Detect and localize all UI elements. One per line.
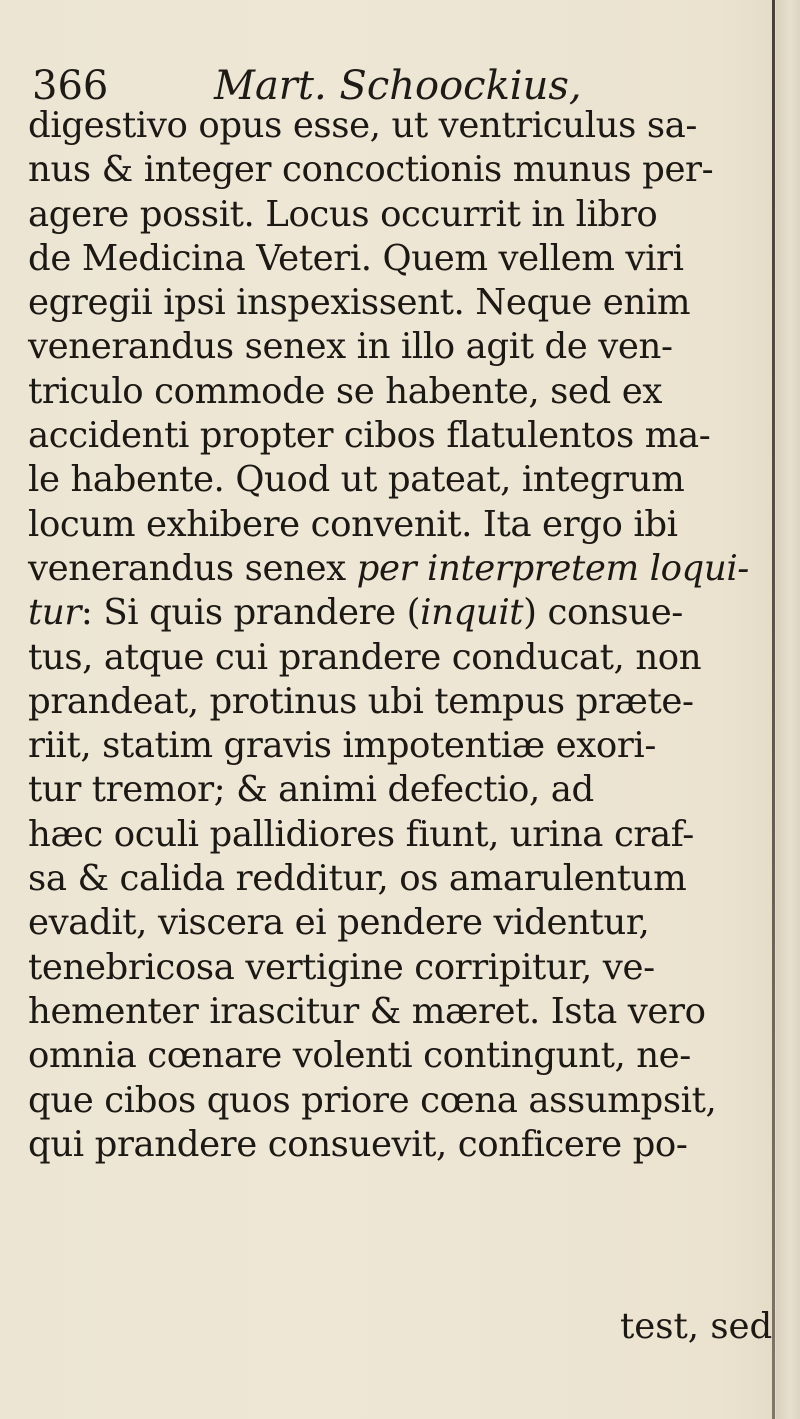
text-line [28,990,768,1034]
catchword: test, sed [620,1306,773,1347]
text-line [28,193,768,237]
gutter-shadow [776,0,800,1419]
italic-segment: tur [28,592,81,634]
text-segment: accidenti propter cibos flatulentos ma- [28,415,711,457]
text-line [28,503,768,547]
text-line [28,281,768,325]
text-segment: riit, statim gravis impotentiæ exori- [28,725,656,767]
text-segment: de Medicina Veteri. Quem vellem viri [28,237,684,279]
text-segment: locum exhibere convenit. Ita ergo ibi [28,503,678,545]
text-segment: hementer irascitur & mæret. Ista vero [28,990,706,1032]
text-line [28,325,768,369]
text-segment: sa & calida redditur, os amarulentum [28,858,687,900]
text-segment: prandeat, protinus ubi tempus præte- [28,680,694,722]
text-segment: venerandus senex in illo agit de ven- [28,326,673,368]
text-line [28,901,768,945]
text-segment: que cibos quos priore cœna assumpsit, [28,1079,717,1121]
text-segment: egregii ipsi inspexissent. Neque enim [28,282,691,324]
text-segment: hæc oculi pallidiores fiunt, urina craf- [28,813,694,855]
text-line [28,680,768,724]
text-segment: triculo commode se habente, sed ex [28,370,662,412]
text-line [28,724,768,768]
text-segment: omnia cœnare volenti contingunt, ne- [28,1035,691,1077]
text-line [28,946,768,990]
text-line [28,414,768,458]
italic-segment: per interpretem loqui- [356,547,749,589]
text-line [28,237,768,281]
text-segment: venerandus senex [28,547,357,589]
text-segment: tenebricosa vertigine corripitur, ve- [28,946,655,988]
text-line [28,458,768,502]
text-segment: : Si quis prandere ( [80,592,421,634]
italic-segment: inquit [420,592,524,634]
text-segment: tus, atque cui prandere conducat, non [28,636,702,678]
text-line [28,768,768,812]
text-segment: le habente. Quod ut pateat, integrum [28,459,685,501]
text-segment: ) consue- [523,592,683,634]
text-line [28,104,768,148]
gutter-rule [772,0,775,1419]
body-text [28,104,768,1167]
text-line [28,547,768,591]
text-line [28,1123,768,1167]
text-line [28,591,768,635]
text-segment: qui prandere consuevit, conficere po- [28,1123,688,1165]
text-line [28,370,768,414]
text-line [28,1079,768,1123]
text-line [28,1034,768,1078]
text-segment: agere possit. Locus occurrit in libro [28,193,658,235]
text-segment: digestivo opus esse, ut ventriculus sa- [28,105,698,146]
running-head: Mart. Schoockius, [214,63,582,109]
text-segment: evadit, viscera ei pendere videntur, [28,902,650,944]
text-line [28,148,768,192]
page-number: 366 [32,63,109,109]
text-line [28,813,768,857]
text-segment: tur tremor; & animi defectio, ad [28,769,594,811]
text-line [28,857,768,901]
text-line [28,636,768,680]
text-segment: nus & integer concoctionis munus per- [28,149,714,191]
